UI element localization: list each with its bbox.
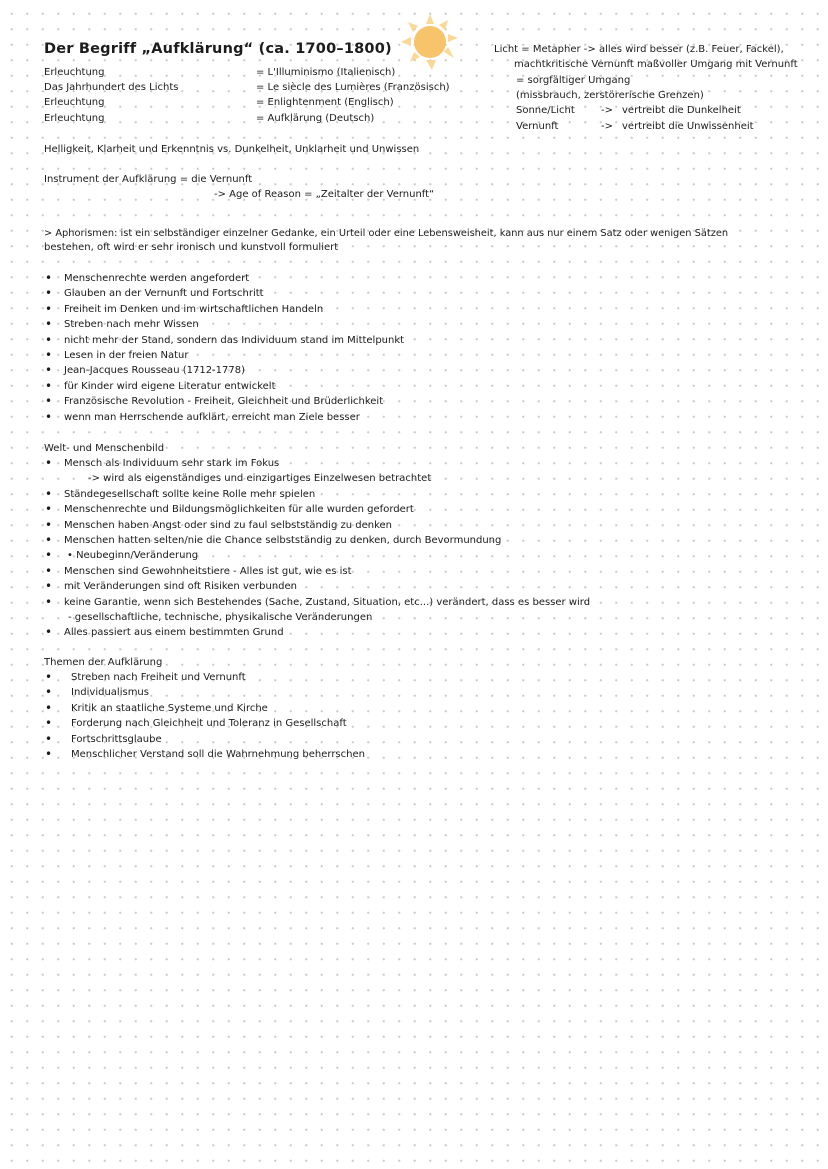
list-item: • Menschlicher Verstand soll die Wahrnehmung beherrschen — [44, 747, 365, 762]
list-item: • Freiheit im Denken und im wirtschaftlichen Handeln — [44, 302, 404, 317]
aphorism-line-1: > Aphorismen: ist ein selbständiger einzelner Gedanke, ein Urteil oder eine Lebensweisheit, kann aus nur einem Satz oder wenigen Sätzen — [44, 228, 729, 239]
worldview-heading: Welt- und Menschenbild — [44, 443, 165, 454]
themes-list — [44, 670, 365, 762]
sun-label: Sonne/Licht — [516, 105, 575, 116]
reason-label: Vernunft — [516, 121, 559, 132]
list-item: • Französische Revolution - Freiheit, Gleichheit und Brüderlichkeit — [44, 394, 404, 409]
list-item: • Jean-Jacques Rousseau (1712-1778) — [44, 363, 404, 378]
list-item: • wenn man Herrschende aufklärt, erreicht man Ziele besser — [44, 410, 404, 425]
contrast-line: Helligkeit, Klarheit und Erkenntnis vs. Dunkelheit, Unklarheit und Unwissen — [44, 144, 420, 155]
list-item: • Kritik an staatliche Systeme und Kirche — [44, 701, 365, 716]
list-item: • Menschenrechte werden angefordert — [44, 271, 404, 286]
list-item: • für Kinder wird eigene Literatur entwickelt — [44, 379, 404, 394]
list-item: • Menschen sind Gewohnheitstiere - Alles ist gut, wie es ist — [44, 564, 590, 579]
sun-text: vertreibt die Dunkelheit — [622, 105, 741, 116]
list-item: • Streben nach Freiheit und Vernunft — [44, 670, 365, 685]
reason-arrow: -> — [601, 121, 613, 132]
list-item: • Menschen hatten selten/nie die Chance selbstständig zu denken, durch Bevormundung — [44, 533, 590, 548]
term-left-3: Erleuchtung — [44, 97, 105, 108]
term-right-2: = Le siècle des Lumières (Französisch) — [256, 82, 450, 93]
list-item: • Forderung nach Gleichheit und Toleranz in Gesellschaft — [44, 716, 365, 731]
list-item: • • Neubeginn/Veränderung — [44, 548, 590, 563]
list-item: • keine Garantie, wenn sich Bestehendes (Sache, Zustand, Situation, etc...) verändert, dass es besser wird — [44, 595, 590, 610]
characteristics-list — [44, 271, 404, 425]
list-item: • Ständegesellschaft sollte keine Rolle mehr spielen — [44, 487, 590, 502]
sun-arrow: -> — [601, 105, 613, 116]
light-line-2: machtkritische Vernunft maßvoller Umgang mit Vernunft — [514, 59, 798, 70]
list-item-sub: - gesellschaftliche, technische, physikalische Veränderungen — [68, 612, 373, 624]
term-left-2: Das Jahrhundert des Lichts — [44, 82, 179, 93]
age-of-reason-line: -> Age of Reason = „Zeitalter der Vernunft“ — [214, 189, 435, 200]
term-right-1: = L'Illuminismo (Italienisch) — [256, 67, 396, 78]
term-right-3: = Enlightenment (Englisch) — [256, 97, 394, 108]
list-item: • Fortschrittsglaube — [44, 732, 365, 747]
list-item: • Streben nach mehr Wissen — [44, 317, 404, 332]
themes-heading: Themen der Aufklärung — [44, 657, 163, 668]
light-line-4: (missbrauch, zerstörerische Grenzen) — [516, 90, 704, 101]
term-left-4: Erleuchtung — [44, 113, 105, 124]
light-line-3: = sorgfältiger Umgang — [516, 75, 631, 86]
list-item-sub: -> wird als eigenständiges und einzigartiges Einzelwesen betrachtet — [88, 473, 432, 485]
list-item: • nicht mehr der Stand, sondern das Individuum stand im Mittelpunkt — [44, 333, 404, 348]
light-line-1: Licht = Metapher -> alles wird besser (z.B. Feuer, Fackel), — [494, 44, 784, 55]
term-left-1: Erleuchtung — [44, 67, 105, 78]
list-item: • Individualismus — [44, 685, 365, 700]
list-item: • Lesen in der freien Natur — [44, 348, 404, 363]
sun-icon — [398, 12, 462, 72]
term-right-4: = Aufklärung (Deutsch) — [256, 113, 375, 124]
title: Der Begriff „Aufklärung“ (ca. 1700–1800) — [44, 41, 392, 57]
reason-text: vertreibt die Unwissenheit — [622, 121, 754, 132]
aphorism-line-2: bestehen, oft wird er sehr ironisch und kunstvoll formuliert — [44, 242, 339, 253]
list-item: • mit Veränderungen sind oft Risiken verbunden — [44, 579, 590, 594]
list-item: • Menschen haben Angst oder sind zu faul selbstständig zu denken — [44, 518, 590, 533]
list-item: • Alles passiert aus einem bestimmten Grund — [44, 625, 590, 640]
worldview-list — [44, 456, 590, 641]
instrument-line: Instrument der Aufklärung = die Vernunft — [44, 174, 253, 185]
list-item: • Menschenrechte und Bildungsmöglichkeiten für alle wurden gefordert — [44, 502, 590, 517]
list-item: • Mensch als Individuum sehr stark im Fokus — [44, 456, 590, 471]
list-item: • Glauben an der Vernunft und Fortschritt — [44, 286, 404, 301]
